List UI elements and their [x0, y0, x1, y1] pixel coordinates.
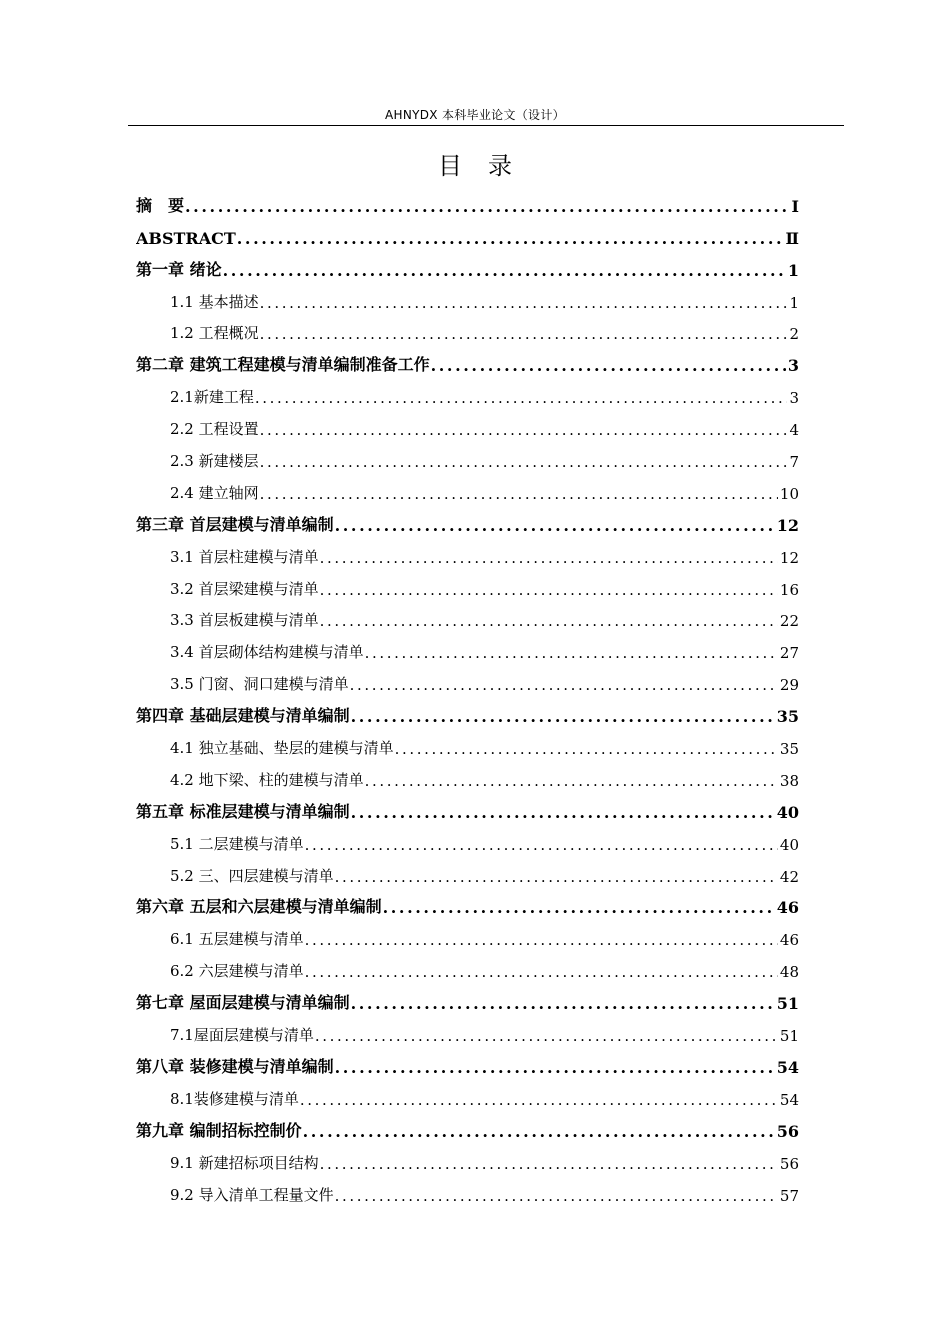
toc-dot-leader: [431, 356, 786, 379]
toc-entry-label: 第五章 标准层建模与清单编制: [136, 801, 350, 821]
toc-entry-page-number: 1: [787, 260, 799, 280]
toc-dot-leader: [260, 421, 788, 443]
toc-section-entry[interactable]: [136, 826, 799, 858]
toc-entry-page-number: 51: [779, 1027, 799, 1046]
toc-entry-label: 3.4 首层砌体结构建模与清单: [170, 643, 364, 662]
toc-chapter-entry[interactable]: [136, 890, 799, 922]
toc-chapter-entry[interactable]: [136, 507, 799, 539]
toc-dot-leader: [305, 931, 778, 953]
toc-dot-leader: [300, 1091, 778, 1113]
toc-entry-page-number: 54: [779, 1090, 799, 1109]
toc-entry-label: 第二章 建筑工程建模与清单编制准备工作: [136, 355, 430, 375]
toc-dot-leader: [320, 1155, 778, 1177]
toc-entry-page-number: 4: [789, 421, 799, 440]
toc-entry-page-number: 2: [789, 325, 799, 344]
toc-entry-label: 5.2 三、四层建模与清单: [170, 866, 334, 885]
toc-chapter-entry[interactable]: [136, 1049, 799, 1081]
toc-entry-page-number: Ⅰ: [791, 196, 799, 216]
toc-section-entry[interactable]: [136, 666, 799, 698]
toc-chapter-entry[interactable]: [136, 698, 799, 730]
toc-entry-page-number: 10: [779, 484, 799, 503]
toc-entry-label: 2.1新建工程: [170, 388, 254, 407]
toc-entry-label: 6.2 六层建模与清单: [170, 962, 304, 981]
toc-dot-leader: [260, 325, 788, 347]
toc-section-entry[interactable]: [136, 1017, 799, 1049]
toc-chapter-entry[interactable]: [136, 252, 799, 284]
toc-dot-leader: [320, 581, 778, 603]
toc-entry-label: 4.2 地下梁、柱的建模与清单: [170, 770, 364, 789]
toc-section-entry[interactable]: [136, 411, 799, 443]
toc-dot-leader: [350, 676, 778, 698]
toc-entry-label: 摘 要: [136, 195, 185, 215]
toc-entry-page-number: 29: [779, 676, 799, 695]
toc-dot-leader: [335, 516, 775, 539]
toc-entry-label: 4.1 独立基础、垫层的建模与清单: [170, 739, 394, 758]
toc-section-entry[interactable]: [136, 953, 799, 985]
toc-entry-page-number: 51: [776, 994, 799, 1014]
toc-dot-leader: [223, 261, 786, 284]
toc-entry-label: 第七章 屋面层建模与清单编制: [136, 993, 350, 1013]
toc-section-entry[interactable]: [136, 1081, 799, 1113]
toc-dot-leader: [351, 994, 775, 1017]
toc-entry-label: 3.5 门窗、洞口建模与清单: [170, 675, 349, 694]
toc-entry-label: 9.2 导入清单工程量文件: [170, 1185, 334, 1204]
toc-entry-page-number: 22: [779, 612, 799, 631]
toc-entry-label: 第三章 首层建模与清单编制: [136, 514, 334, 534]
toc-section-entry[interactable]: [136, 571, 799, 603]
toc-entry-page-number: 12: [776, 515, 799, 535]
toc-entry-page-number: 46: [779, 931, 799, 950]
toc-entry-label: 3.2 首层梁建模与清单: [170, 579, 319, 598]
toc-section-entry[interactable]: [136, 730, 799, 762]
toc-entry-label: 5.1 二层建模与清单: [170, 834, 304, 853]
toc-dot-leader: [315, 1027, 778, 1049]
toc-entry-label: 3.3 首层板建模与清单: [170, 611, 319, 630]
toc-entry-page-number: 3: [789, 389, 799, 408]
toc-dot-leader: [320, 612, 778, 634]
toc-dot-leader: [305, 836, 778, 858]
toc-dot-leader: [237, 229, 784, 252]
toc-section-entry[interactable]: [136, 539, 799, 571]
toc-entry-page-number: 3: [787, 356, 799, 376]
toc-entry-label: 2.4 建立轴网: [170, 483, 259, 502]
toc-dot-leader: [351, 803, 775, 826]
toc-dot-leader: [320, 549, 778, 571]
toc-entry-label: 2.2 工程设置: [170, 420, 259, 439]
toc-entry-page-number: 56: [776, 1121, 799, 1141]
toc-entry-label: 1.1 基本描述: [170, 292, 259, 311]
toc-entry-page-number: 16: [779, 580, 799, 599]
toc-section-entry[interactable]: [136, 475, 799, 507]
toc-section-entry[interactable]: [136, 284, 799, 316]
toc-entry-page-number: 35: [776, 707, 799, 727]
toc-dot-leader: [335, 868, 778, 890]
toc-entry-label: 第八章 装修建模与清单编制: [136, 1056, 334, 1076]
toc-section-entry[interactable]: [136, 379, 799, 411]
toc-entry-page-number: 38: [779, 771, 799, 790]
toc-entry-label: 8.1装修建模与清单: [170, 1089, 299, 1108]
toc-chapter-entry[interactable]: [136, 188, 799, 220]
toc-dot-leader: [260, 294, 788, 316]
toc-entry-label: 7.1屋面层建模与清单: [170, 1026, 314, 1045]
toc-entry-label: 1.2 工程概况: [170, 324, 259, 343]
toc-entry-page-number: Ⅱ: [785, 228, 799, 248]
toc-dot-leader: [365, 644, 778, 666]
toc-entry-label: 6.1 五层建模与清单: [170, 930, 304, 949]
toc-entry-page-number: 7: [789, 453, 799, 472]
toc-entry-page-number: 46: [776, 898, 799, 918]
toc-entry-label: 第四章 基础层建模与清单编制: [136, 706, 350, 726]
toc-entry-label: 3.1 首层柱建模与清单: [170, 547, 319, 566]
header-rule: [128, 125, 844, 126]
toc-section-entry[interactable]: [136, 316, 799, 348]
toc-dot-leader: [335, 1187, 778, 1209]
toc-section-entry[interactable]: [136, 921, 799, 953]
toc-entry-label: 9.1 新建招标项目结构: [170, 1153, 319, 1172]
toc-dot-leader: [255, 389, 788, 411]
toc-section-entry[interactable]: [136, 762, 799, 794]
toc-chapter-entry[interactable]: [136, 1113, 799, 1145]
toc-section-entry[interactable]: [136, 858, 799, 890]
toc-dot-leader: [335, 1058, 775, 1081]
toc-entry-page-number: 27: [779, 644, 799, 663]
toc-chapter-entry[interactable]: [136, 794, 799, 826]
toc-dot-leader: [260, 453, 788, 475]
toc-dot-leader: [383, 898, 775, 921]
toc-entry-label: 2.3 新建楼层: [170, 452, 259, 471]
toc-entry-page-number: 1: [789, 293, 799, 312]
toc-entry-page-number: 12: [779, 548, 799, 567]
toc-section-entry[interactable]: [136, 634, 799, 666]
toc-entry-page-number: 56: [779, 1154, 799, 1173]
toc-entry-label: 第九章 编制招标控制价: [136, 1120, 302, 1140]
toc-section-entry[interactable]: [136, 1145, 799, 1177]
toc-chapter-entry[interactable]: [136, 347, 799, 379]
toc-entry-page-number: 57: [779, 1186, 799, 1205]
toc-dot-leader: [395, 740, 778, 762]
toc-dot-leader: [365, 772, 778, 794]
toc-dot-leader: [260, 485, 778, 507]
toc-entry-page-number: 40: [779, 835, 799, 854]
toc-entry-label: 第六章 五层和六层建模与清单编制: [136, 897, 382, 917]
running-header: AHNYDX 本科毕业论文（设计）: [385, 108, 565, 122]
toc-section-entry[interactable]: [136, 1177, 799, 1209]
toc-section-entry[interactable]: [136, 603, 799, 635]
toc-entry-label: ABSTRACT: [136, 228, 236, 248]
toc-section-entry[interactable]: [136, 443, 799, 475]
toc-chapter-entry[interactable]: [136, 220, 799, 252]
toc-title: 目录: [438, 152, 538, 180]
toc-dot-leader: [303, 1122, 775, 1145]
toc-entry-page-number: 35: [779, 740, 799, 759]
toc-entry-page-number: 40: [776, 802, 799, 822]
toc-entry-page-number: 48: [779, 963, 799, 982]
toc-dot-leader: [305, 963, 778, 985]
table-of-contents: [136, 188, 799, 1209]
toc-dot-leader: [351, 707, 775, 730]
toc-entry-label: 第一章 绪论: [136, 259, 222, 279]
toc-entry-page-number: 54: [776, 1057, 799, 1077]
toc-chapter-entry[interactable]: [136, 985, 799, 1017]
toc-entry-page-number: 42: [779, 867, 799, 886]
toc-dot-leader: [185, 197, 790, 220]
